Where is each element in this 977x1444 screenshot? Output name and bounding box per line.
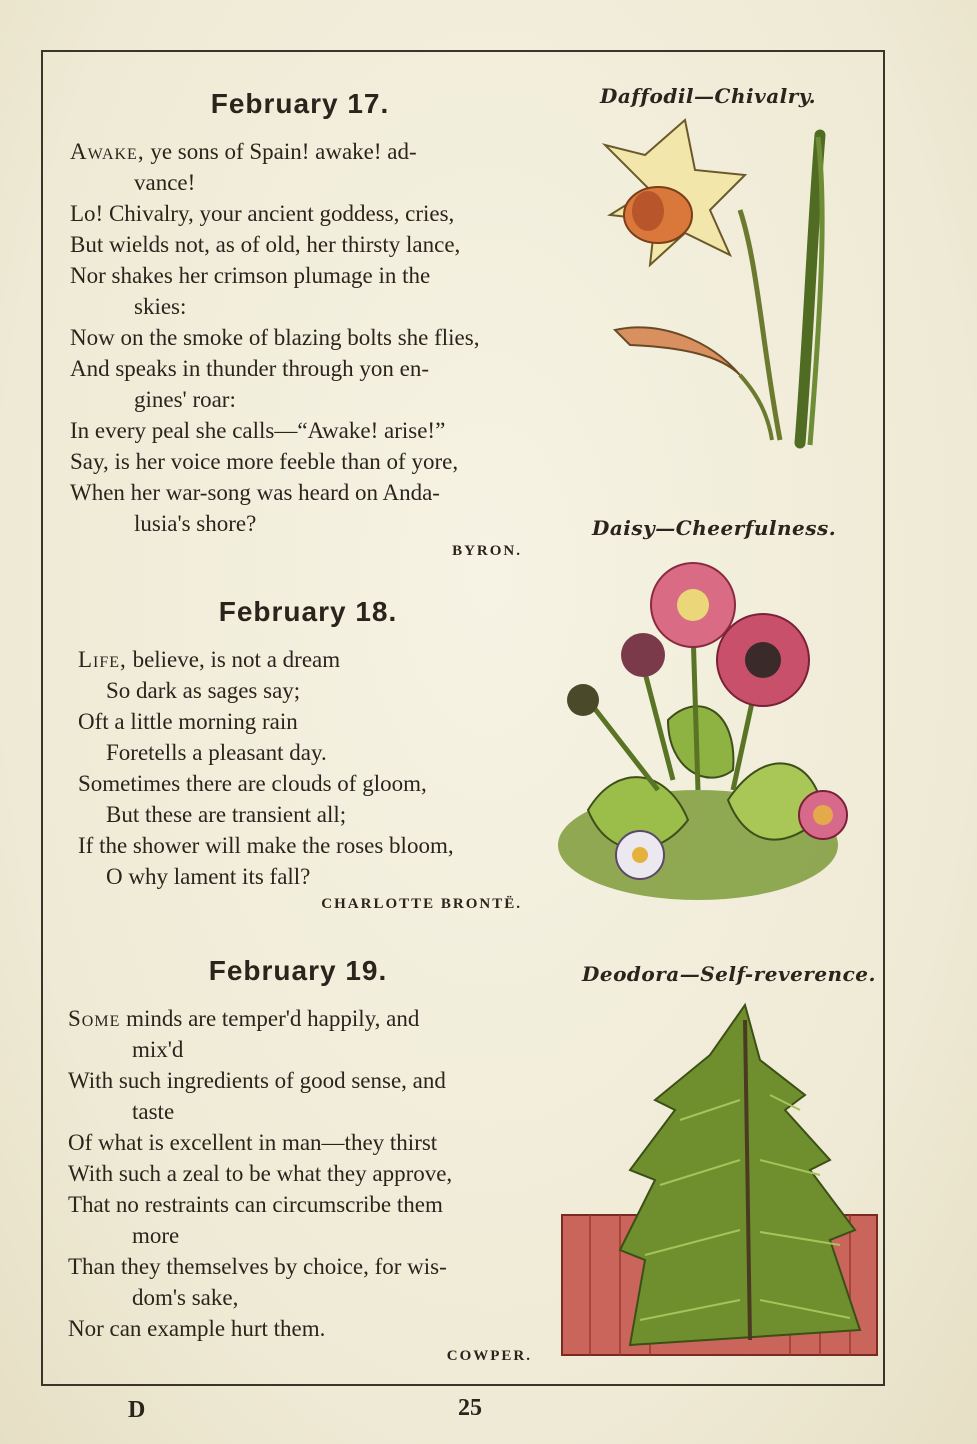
- poem-line: If the shower will make the roses bloom,: [78, 833, 454, 858]
- first-word: Some: [68, 1006, 121, 1031]
- poem-line: With such a zeal to be what they approve,: [68, 1161, 453, 1186]
- poem-line: Nor can example hurt them.: [68, 1316, 326, 1341]
- deodora-tree-illustration: [560, 1000, 880, 1360]
- poem-line: So dark as sages say;: [106, 678, 301, 703]
- poem-line: But these are transient all;: [106, 802, 347, 827]
- poem-line: Life, believe, is not a dream: [78, 647, 341, 672]
- poem-line: skies:: [134, 294, 187, 319]
- entry-date: February 19.: [208, 955, 388, 986]
- poem-line: When her war-song was heard on Anda-: [70, 480, 440, 505]
- poem-line: Lo! Chivalry, your ancient goddess, cries,: [70, 201, 455, 226]
- poem-line: Sometimes there are clouds of gloom,: [78, 771, 427, 796]
- author-attribution: COWPER.: [446, 1348, 532, 1364]
- first-word: Life,: [78, 647, 127, 672]
- signature-mark: D: [128, 1397, 146, 1423]
- poem-line: mix'd: [132, 1037, 184, 1062]
- poem-line: Than they themselves by choice, for wis-: [68, 1254, 447, 1279]
- entry-february-18: [78, 596, 558, 913]
- flower-caption-daisy: Daisy—Cheerfulness.: [592, 516, 837, 540]
- poem-line: gines' roar:: [134, 387, 236, 412]
- poem-line: more: [132, 1223, 180, 1248]
- poem-line: Oft a little morning rain: [78, 709, 298, 734]
- poem-line: Now on the smoke of blazing bolts she flies,: [70, 325, 480, 350]
- poem-line: Nor shakes her crimson plumage in the: [70, 263, 431, 288]
- daffodil-illustration: [590, 115, 850, 450]
- poem-line: With such ingredients of good sense, and: [68, 1068, 446, 1093]
- first-word: Awake,: [70, 139, 145, 164]
- poem-line: But wields not, as of old, her thirsty lance,: [70, 232, 461, 257]
- poem-line: Say, is her voice more feeble than of yore,: [70, 449, 459, 474]
- poem-line: lusia's shore?: [134, 511, 257, 536]
- poem-line: In every peal she calls—“Awake! arise!”: [70, 418, 446, 443]
- poem-line: vance!: [134, 170, 196, 195]
- flower-caption-deodora: Deodora—Self-reverence.: [582, 962, 876, 986]
- poem-line: That no restraints can circumscribe them: [68, 1192, 443, 1217]
- poem-line: Some minds are temper'd happily, and: [68, 1006, 420, 1031]
- poem-line: Awake, ye sons of Spain! awake! ad-: [70, 139, 417, 164]
- poem-line: dom's sake,: [132, 1285, 239, 1310]
- flower-caption-daffodil: Daffodil—Chivalry.: [600, 84, 817, 108]
- poem-line: And speaks in thunder through yon en-: [70, 356, 429, 381]
- entry-date: February 17.: [210, 88, 390, 119]
- poem-line: taste: [132, 1099, 175, 1124]
- entry-february-19: [68, 955, 548, 1365]
- page-number: 25: [458, 1395, 482, 1421]
- author-attribution: BYRON.: [452, 543, 522, 559]
- daisy-illustration: [548, 560, 863, 905]
- author-attribution: CHARLOTTE BRONTË.: [321, 896, 522, 912]
- poem-line: Of what is excellent in man—they thirst: [68, 1130, 438, 1155]
- entry-february-17: [70, 88, 550, 560]
- poem-line: O why lament its fall?: [106, 864, 311, 889]
- entry-date: February 18.: [218, 596, 398, 627]
- poem-line: Foretells a pleasant day.: [106, 740, 327, 765]
